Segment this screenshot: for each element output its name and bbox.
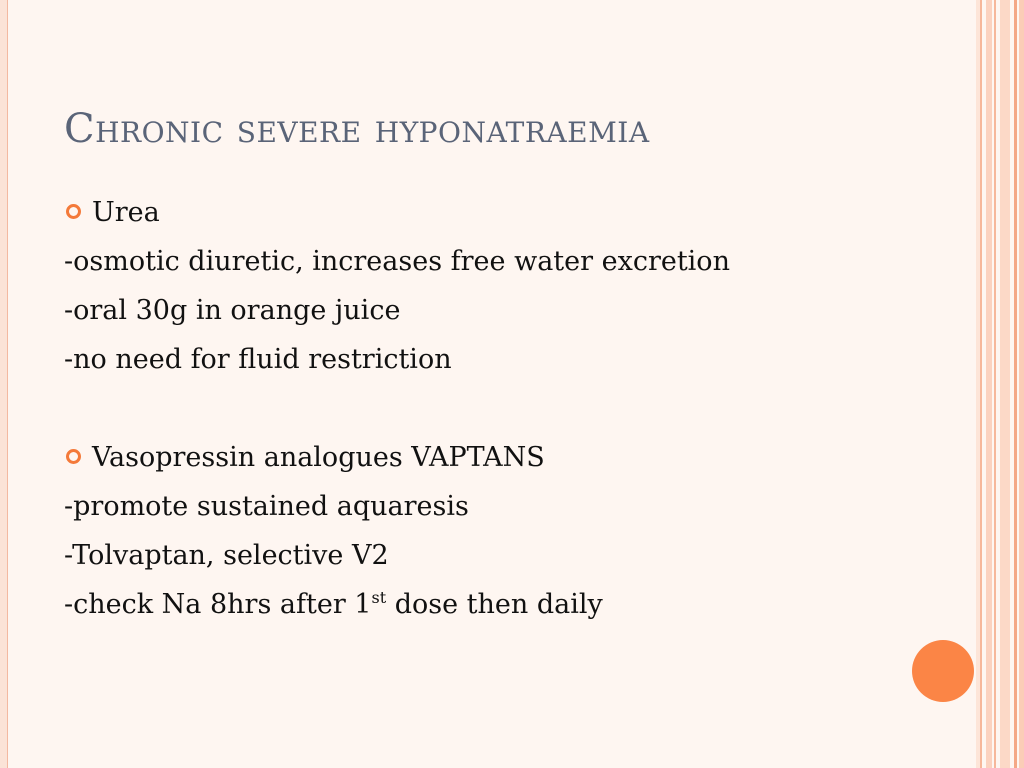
left-border-stripe xyxy=(0,0,8,768)
bullet-circle-icon xyxy=(66,449,81,464)
stripe-5 xyxy=(1000,0,1010,768)
ordinal-superscript: st xyxy=(371,588,387,607)
bullet-vaptans xyxy=(64,433,924,482)
vaptans-detail-3-end: dose then daily xyxy=(386,589,603,620)
bullet-urea xyxy=(64,188,924,237)
urea-detail-2: -oral 30g in orange juice xyxy=(64,295,401,326)
bullet-vaptans-text: Vasopressin analogues VAPTANS xyxy=(92,442,545,473)
stripe-4 xyxy=(994,0,996,768)
slide-title: Chronic severe hyponatraemia xyxy=(64,106,650,152)
slide-body xyxy=(64,188,924,629)
spacer xyxy=(64,384,924,433)
vaptans-detail-1: -promote sustained aquaresis xyxy=(64,491,469,522)
stripe-2 xyxy=(980,0,982,768)
stripe-6 xyxy=(1014,0,1017,768)
bullet-urea-text: Urea xyxy=(92,197,160,228)
vaptans-detail-2: -Tolvaptan, selective V2 xyxy=(64,540,389,571)
vaptans-detail-3-start: -check Na 8hrs after 1 xyxy=(64,589,372,620)
stripe-3 xyxy=(986,0,992,768)
urea-detail-3: -no need for fluid restriction xyxy=(64,344,452,375)
vaptans-detail-3 xyxy=(64,580,924,629)
stripe-7 xyxy=(1019,0,1024,768)
urea-detail-1: -osmotic diuretic, increases free water excretion xyxy=(64,246,730,277)
bullet-circle-icon xyxy=(66,204,81,219)
right-decorative-stripes xyxy=(976,0,1024,768)
decorative-orange-circle xyxy=(912,640,974,702)
